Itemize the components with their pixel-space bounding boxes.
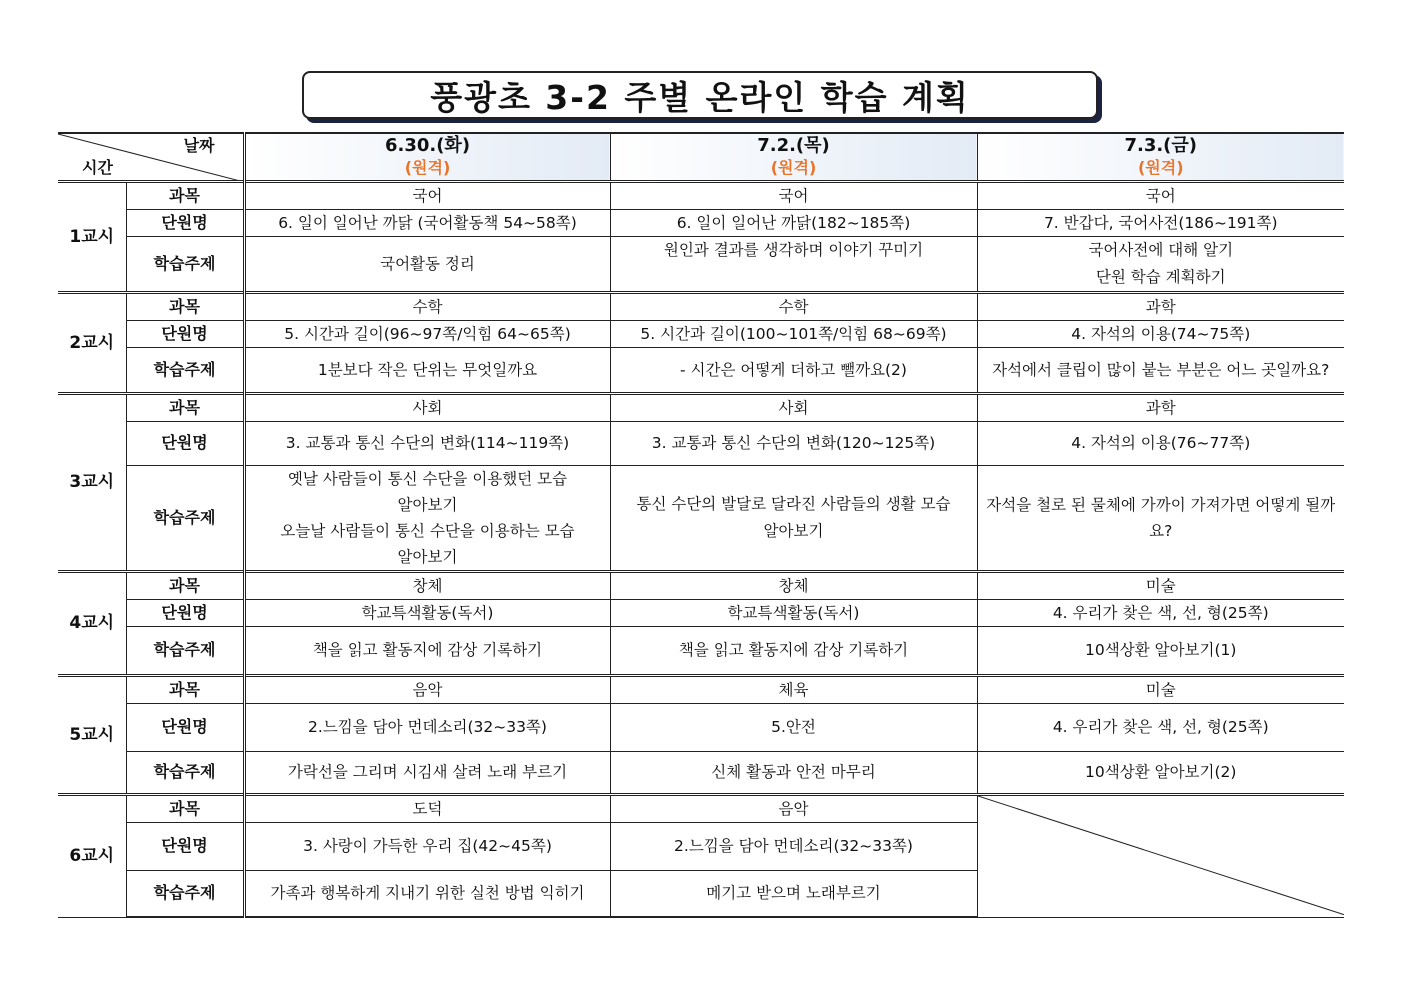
period-1-unit-row <box>58 209 1344 236</box>
subject-cell: 창체 <box>610 571 977 599</box>
topic-line: 원인과 결과를 생각하며 이야기 꾸미기 <box>663 240 924 259</box>
period-2-subject-row <box>58 292 1344 320</box>
row-label-topic: 학습주제 <box>126 465 244 571</box>
topic-line: 책을 읽고 활동지에 감상 기록하기 <box>678 641 909 659</box>
schedule-table <box>58 132 1344 918</box>
header-row <box>58 133 1344 181</box>
topic-line: 국어사전에 대해 알기 <box>1088 240 1234 259</box>
topic-cell <box>610 236 977 292</box>
period-3-topic-row <box>58 465 1344 571</box>
unit-cell: 3. 교통과 통신 수단의 변화(114~119쪽) <box>244 421 610 465</box>
topic-cell <box>244 236 610 292</box>
row-label-subject: 과목 <box>126 571 244 599</box>
topic-cell <box>977 465 1344 571</box>
topic-line: 10색상환 알아보기(2) <box>1085 763 1237 781</box>
unit-cell: 5. 시간과 길이(96~97쪽/익힘 64~65쪽) <box>244 320 610 347</box>
period-3-unit-row <box>58 421 1344 465</box>
period-label: 5교시 <box>58 675 126 794</box>
topic-line: 단원 학습 계획하기 <box>1095 267 1226 286</box>
row-label-unit: 단원명 <box>126 703 244 751</box>
unit-cell: 4. 우리가 찾은 색, 선, 형(25쪽) <box>977 703 1344 751</box>
subject-cell: 사회 <box>244 393 610 421</box>
unit-cell: 6. 일이 일어난 까닭(182~185쪽) <box>610 209 977 236</box>
row-label-unit: 단원명 <box>126 822 244 870</box>
period-label: 4교시 <box>58 571 126 675</box>
topic-line: 신체 활동과 안전 마무리 <box>711 763 876 781</box>
row-label-topic: 학습주제 <box>126 236 244 292</box>
period-label: 6교시 <box>58 794 126 917</box>
topic-cell <box>977 751 1344 794</box>
period-6-subject-row <box>58 794 1344 822</box>
subject-cell: 창체 <box>244 571 610 599</box>
topic-cell <box>244 347 610 393</box>
subject-cell: 사회 <box>610 393 977 421</box>
period-3-subject-row <box>58 393 1344 421</box>
topic-cell <box>244 465 610 571</box>
row-label-subject: 과목 <box>126 181 244 209</box>
subject-cell: 국어 <box>610 181 977 209</box>
row-label-unit: 단원명 <box>126 209 244 236</box>
period-4-subject-row <box>58 571 1344 599</box>
unit-cell: 학교특색활동(독서) <box>244 599 610 626</box>
subject-cell: 미술 <box>977 675 1344 703</box>
row-label-topic: 학습주제 <box>126 870 244 917</box>
topic-line: - 시간은 어떻게 더하고 뺄까요(2) <box>680 360 907 379</box>
topic-line: 국어활동 정리 <box>380 254 475 273</box>
row-label-unit: 단원명 <box>126 320 244 347</box>
topic-line: 10색상환 알아보기(1) <box>1085 641 1237 659</box>
subject-cell: 미술 <box>977 571 1344 599</box>
day-mode: (원격) <box>1137 158 1184 178</box>
row-label-subject: 과목 <box>126 675 244 703</box>
period-5-unit-row <box>58 703 1344 751</box>
day-header-1 <box>244 133 610 181</box>
topic-cell <box>977 236 1344 292</box>
unit-cell: 6. 일이 일어난 까닭 (국어활동책 54~58쪽) <box>244 209 610 236</box>
period-2-unit-row <box>58 320 1344 347</box>
row-label-unit: 단원명 <box>126 421 244 465</box>
topic-line: 옛날 사람들이 통신 수단을 이용했던 모습 <box>287 469 568 488</box>
corner-date-label: 날짜 <box>183 136 215 155</box>
period-5-subject-row <box>58 675 1344 703</box>
period-label: 3교시 <box>58 393 126 571</box>
topic-cell <box>977 626 1344 675</box>
day-date: 6.30.(화) <box>384 135 471 157</box>
subject-cell: 수학 <box>244 292 610 320</box>
subject-cell: 과학 <box>977 393 1344 421</box>
topic-cell <box>610 465 977 571</box>
row-label-topic: 학습주제 <box>126 626 244 675</box>
topic-cell <box>977 347 1344 393</box>
empty-diagonal <box>978 796 1345 915</box>
row-label-subject: 과목 <box>126 393 244 421</box>
topic-line: 1분보다 작은 단위는 무엇일까요 <box>317 360 538 379</box>
period-label: 2교시 <box>58 292 126 393</box>
row-label-subject: 과목 <box>126 794 244 822</box>
topic-line: 알아보기 <box>397 547 458 566</box>
topic-cell <box>610 870 977 917</box>
unit-cell: 학교특색활동(독서) <box>610 599 977 626</box>
period-1-topic-row <box>58 236 1344 292</box>
topic-cell <box>244 870 610 917</box>
topic-line: 오늘날 사람들이 통신 수단을 이용하는 모습 <box>280 521 575 540</box>
unit-cell: 7. 반갑다, 국어사전(186~191쪽) <box>977 209 1344 236</box>
row-label-topic: 학습주제 <box>126 347 244 393</box>
period-1-subject-row <box>58 181 1344 209</box>
subject-cell: 음악 <box>610 794 977 822</box>
day-header-3 <box>977 133 1344 181</box>
unit-cell: 3. 교통과 통신 수단의 변화(120~125쪽) <box>610 421 977 465</box>
unit-cell: 3. 사랑이 가득한 우리 집(42~45쪽) <box>244 822 610 870</box>
day-date: 7.3.(금) <box>1124 135 1198 157</box>
topic-line: 알아보기 <box>397 495 458 514</box>
topic-cell <box>610 347 977 393</box>
unit-cell: 4. 자석의 이용(76~77쪽) <box>977 421 1344 465</box>
topic-cell <box>610 626 977 675</box>
subject-cell: 국어 <box>244 181 610 209</box>
unit-cell: 5. 시간과 길이(100~101쪽/익힘 68~69쪽) <box>610 320 977 347</box>
empty-slot <box>977 794 1344 917</box>
topic-line: 메기고 받으며 노래부르기 <box>706 884 881 903</box>
unit-cell: 4. 자석의 이용(74~75쪽) <box>977 320 1344 347</box>
topic-line: 가족과 행복하게 지내기 위한 실천 방법 익히기 <box>270 884 585 903</box>
period-label: 1교시 <box>58 181 126 292</box>
subject-cell: 과학 <box>977 292 1344 320</box>
topic-line: 알아보기 <box>763 521 824 540</box>
topic-line: 자석을 철로 된 물체에 가까이 가져가면 어떻게 될까요? <box>986 495 1336 540</box>
topic-cell <box>244 626 610 675</box>
unit-cell: 2.느낌을 담아 먼데소리(32~33쪽) <box>610 822 977 870</box>
unit-cell: 5.안전 <box>610 703 977 751</box>
corner-cell <box>58 133 244 181</box>
row-label-topic: 학습주제 <box>126 751 244 794</box>
row-label-unit: 단원명 <box>126 599 244 626</box>
day-mode: (원격) <box>770 158 817 178</box>
unit-cell: 2.느낌을 담아 먼데소리(32~33쪽) <box>244 703 610 751</box>
topic-line: 자석에서 클립이 많이 붙는 부분은 어느 곳일까요? <box>992 360 1330 379</box>
subject-cell: 음악 <box>244 675 610 703</box>
unit-cell: 4. 우리가 찾은 색, 선, 형(25쪽) <box>977 599 1344 626</box>
period-2-topic-row <box>58 347 1344 393</box>
period-4-topic-row <box>58 626 1344 675</box>
subject-cell: 수학 <box>610 292 977 320</box>
day-header-2 <box>610 133 977 181</box>
title-box <box>302 71 1098 119</box>
topic-line: 책을 읽고 활동지에 감상 기록하기 <box>312 641 543 659</box>
subject-cell: 체육 <box>610 675 977 703</box>
day-date: 7.2.(목) <box>757 135 830 157</box>
topic-line: 가락선을 그리며 시김새 살려 노래 부르기 <box>287 763 568 781</box>
period-4-unit-row <box>58 599 1344 626</box>
corner-time-label: 시간 <box>82 157 113 177</box>
page-title: 풍광초 3-2 주별 온라인 학습 계획 <box>430 77 970 117</box>
topic-cell <box>244 751 610 794</box>
topic-line: 통신 수단의 발달로 달라진 사람들의 생활 모습 <box>636 494 951 513</box>
period-5-topic-row <box>58 751 1344 794</box>
subject-cell: 국어 <box>977 181 1344 209</box>
topic-cell <box>610 751 977 794</box>
row-label-subject: 과목 <box>126 292 244 320</box>
subject-cell: 도덕 <box>244 794 610 822</box>
day-mode: (원격) <box>404 158 451 178</box>
